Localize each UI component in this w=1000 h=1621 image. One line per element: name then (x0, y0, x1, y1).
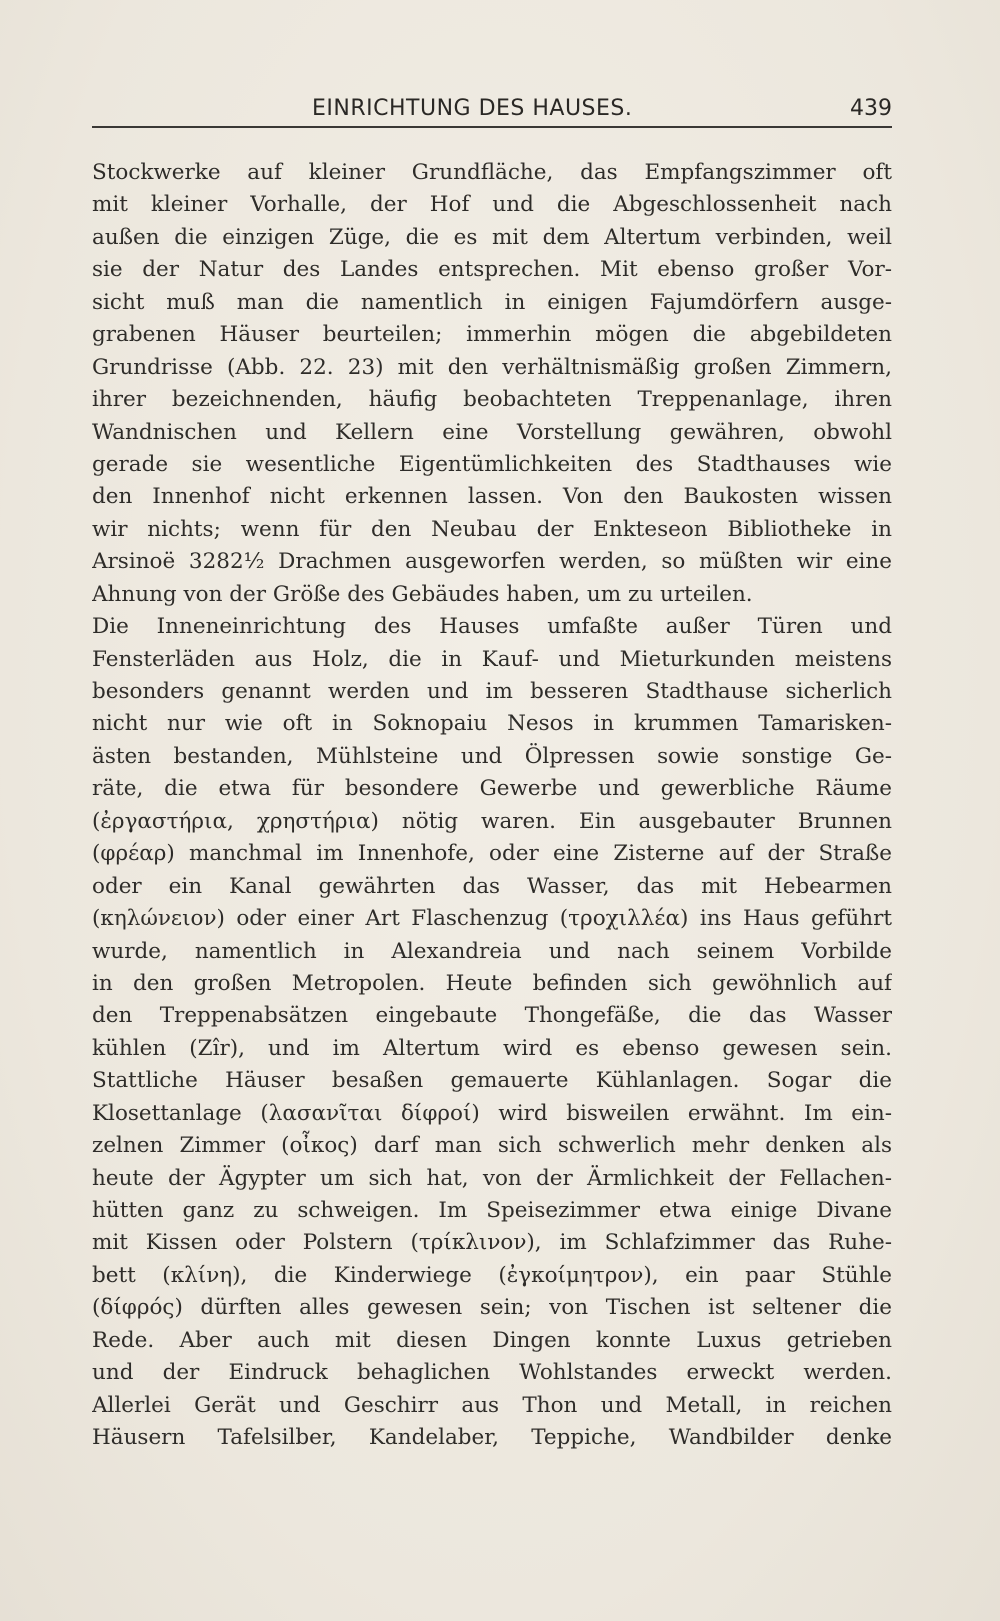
text-line: den Innenhof nicht erkennen lassen. Von den Baukosten wissen (92, 484, 892, 510)
text-line: Grundrisse (Abb. 22. 23) mit den verhältnismäßig großen Zimmern, (92, 354, 892, 380)
text-line: Klosettanlage (λασανῖται δίφροί) wird bisweilen erwähnt. Im ein- (92, 1100, 892, 1126)
text-line: hütten ganz zu schweigen. Im Speisezimmer etwa einige Divane (92, 1198, 892, 1223)
text-line: (κηλώνειον) oder einer Art Flaschenzug (τροχιλλέα) ins Haus geführt (92, 906, 892, 932)
text-line: ihrer bezeichnenden, häufig beobachteten Treppenanlage, ihren (92, 387, 892, 413)
text-line: wurde, namentlich in Alexandreia und nach seinem Vorbilde (92, 938, 892, 964)
text-line: Stattliche Häuser besaßen gemauerte Kühlanlagen. Sogar die (92, 1068, 892, 1094)
body-text (92, 157, 892, 1455)
text-line: und der Eindruck behaglichen Wohlstandes erweckt werden. (92, 1360, 892, 1386)
text-line: Häusern Tafelsilber, Kandelaber, Teppiche, Wandbilder denke (92, 1425, 892, 1451)
text-line: heute der Ägypter um sich hat, von der Ärmlichkeit der Fellachen- (92, 1165, 892, 1191)
text-line: wir nichts; wenn für den Neubau der Enkteseon Bibliotheke in (92, 516, 892, 542)
text-line: oder ein Kanal gewährten das Wasser, das mit Hebearmen (92, 873, 892, 899)
text-line: mit kleiner Vorhalle, der Hof und die Abgeschlossenheit nach (92, 192, 892, 218)
text-line: (δίφρός) dürften alles gewesen sein; von Tischen ist seltener die (92, 1295, 892, 1321)
text-line: ästen bestanden, Mühlsteine und Ölpressen sowie sonstige Ge- (92, 743, 892, 769)
text-line: besonders genannt werden und im besseren Stadthause sicherlich (92, 679, 892, 704)
text-line: (ἐργαστήρια, χρηστήρια) nötig waren. Ein ausgebauter Brunnen (92, 808, 892, 834)
text-line: gerade sie wesentliche Eigentümlichkeiten des Stadthauses wie (92, 451, 892, 477)
text-line: Stockwerke auf kleiner Grundfläche, das Empfangszimmer oft (92, 160, 892, 185)
running-title: EINRICHTUNG DES HAUSES. (312, 96, 633, 121)
text-line: Die Inneneinrichtung des Hauses umfaßte außer Türen und (92, 614, 892, 640)
text-line: Rede. Aber auch mit diesen Dingen konnte Luxus getrieben (92, 1327, 892, 1353)
text-line: nicht nur wie oft in Soknopaiu Nesos in krummen Tamarisken- (92, 711, 892, 737)
text-line: Arsinoë 3282½ Drachmen ausgeworfen werden, so müßten wir eine (92, 549, 892, 575)
header-rule (92, 126, 892, 128)
text-line: kühlen (Zîr), und im Altertum wird es ebenso gewesen sein. (92, 1035, 892, 1061)
text-line: Wandnischen und Kellern eine Vorstellung gewähren, obwohl (92, 419, 892, 445)
text-line: zelnen Zimmer (οἶκος) darf man sich schwerlich mehr denken als (92, 1133, 892, 1159)
text-line: mit Kissen oder Polstern (τρίκλινον), im Schlafzimmer das Ruhe- (92, 1230, 892, 1256)
text-line: Allerlei Gerät und Geschirr aus Thon und Metall, in reichen (92, 1392, 892, 1418)
text-line: grabenen Häuser beurteilen; immerhin mögen die abgebildeten (92, 322, 892, 348)
text-line: in den großen Metropolen. Heute befinden sich gewöhnlich auf (92, 970, 892, 996)
text-line: sie der Natur des Landes entsprechen. Mit ebenso großer Vor- (92, 257, 892, 283)
running-head (92, 92, 892, 128)
text-line: den Treppenabsätzen eingebaute Thongefäße, die das Wasser (92, 1003, 892, 1029)
text-line: (φρέαρ) manchmal im Innenhofe, oder eine Zisterne auf der Straße (92, 841, 892, 867)
text-line: außen die einzigen Züge, die es mit dem Altertum verbinden, weil (92, 224, 892, 250)
text-line: Ahnung von der Größe des Gebäudes haben, um zu urteilen. (92, 581, 753, 607)
text-line: bett (κλίνη), die Kinderwiege (ἐγκοίμητρον), ein paar Stühle (92, 1262, 892, 1288)
text-line: sicht muß man die namentlich in einigen Fajumdörfern ausge- (92, 289, 892, 315)
page-number: 439 (850, 96, 892, 121)
text-line: Fensterläden aus Holz, die in Kauf- und Mieturkunden meistens (92, 646, 892, 672)
text-line: räte, die etwa für besondere Gewerbe und gewerbliche Räume (92, 776, 892, 802)
